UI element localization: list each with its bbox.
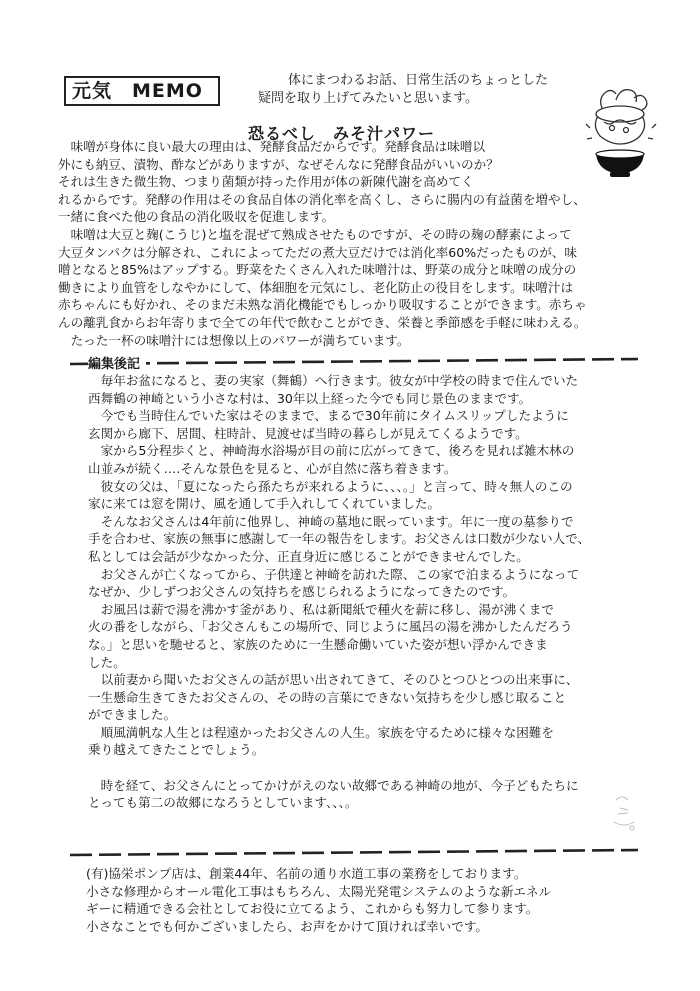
- text-line: 山並みが続く‥‥そんな景色を見ると、心が自然に落ち着きます。: [88, 460, 457, 476]
- text-line: れるからです。発酵の作用はその食品自体の消化率を高くし、さらに腸内の有益菌を増やし、: [58, 191, 586, 207]
- text-line: 手を合わせ、家族の無事に感謝して一年の報告をします。お父さんは口数が少ない人で、: [88, 531, 591, 547]
- text-line: ができました。: [88, 707, 177, 723]
- text-line: 一生懸命生きてきたお父さんの、その時の言葉にできない気持ちを少し感じ取ること: [88, 689, 567, 705]
- text-line: そんなお父さんは4年前に他界し、神崎の墓地に眠っています。年に一度の墓参りで: [88, 513, 574, 529]
- blank-line: [88, 759, 590, 777]
- footer-line: (有)協栄ポンプ店は、創業44年、名前の通り水道工事の業務をしております。: [86, 866, 527, 881]
- text-line: なぜか、少しずつお父さんの気持ちを感じられるようになってきたのです。: [88, 584, 516, 600]
- intro-line: 体にまつわるお話、日常生活のちょっとした: [288, 73, 549, 88]
- text-line: んの離乳食からお年寄りまで全ての年代で飲むことができ、栄養と季節感を手軽に味わえる。: [58, 314, 587, 330]
- text-line: お父さんが亡くなってから、子供達と神崎を訪れた際、この家で泊まるようになって: [88, 566, 580, 582]
- text-line: お風呂は薪で湯を沸かす釜があり、私は新聞紙で種火を薪に移し、湯が沸くまで: [88, 601, 554, 617]
- memo-label-box: [64, 76, 220, 106]
- text-line: 玄関から廊下、居間、柱時計、見渡せば当時の暮らしが見えてくるようです。: [88, 425, 528, 441]
- miso-soup-bowl-illustration: [582, 78, 658, 182]
- footer-line: 小さなことでも何かございましたら、お声をかけて頂ければ幸いです。: [86, 918, 488, 934]
- memo-label: 元気 MEMO: [72, 80, 203, 102]
- text-line: 時を経て、お父さんにとってかけがえのない故郷である神崎の地が、今子どもたちに: [88, 777, 579, 793]
- text-line: 一緒に食べた他の食品の消化吸収を促進します。: [58, 209, 335, 225]
- text-line: 家に来ては窓を開け、風を通して手入れしてくれていました。: [88, 496, 441, 512]
- text-line: それは生きた微生物、つまり菌類が持った作用が体の新陳代謝を高めてく: [58, 174, 474, 190]
- text-line: 赤ちゃんにも好かれ、そのまだ未熟な消化機能でもしっかり吸収することができます。赤ちゃ: [58, 297, 587, 313]
- text-line: 私としては会話が少なかった分、正直身近に感じることができませんでした。: [88, 548, 529, 564]
- text-line: 乗り越えてきたことでしょう。: [88, 742, 265, 758]
- miso-article-body: [58, 138, 587, 349]
- text-line: 働きにより血管をしなやかにして、体細胞を元気にし、老化防止の役目をします。味噌汁は: [58, 279, 574, 295]
- text-line: 順風満帆な人生とは程遠かったお父さんの人生。家族を守るために様々な困難を: [88, 724, 554, 740]
- text-line: 西舞鶴の神崎という小さな村は、30年以上経った今でも同じ景色のままです。: [88, 390, 532, 406]
- text-line: 今でも当時住んでいた家はそのままで、まるで30年前にタイムスリップしたように: [88, 408, 569, 424]
- text-line: 火の番をしながら、「お父さんもこの場所で、同じように風呂の湯を沸かしたんだろう: [88, 619, 573, 635]
- editor-section-title: 編集後記: [88, 353, 146, 372]
- text-line: 味噌が身体に良い最大の理由は、発酵食品だからです。発酵食品は味噌以: [58, 139, 486, 154]
- text-line: 家から5分程歩くと、神崎海水浴場が目の前に広がってきて、後ろを見れば雑木林の: [88, 443, 575, 459]
- text-line: 以前妻から聞いたお父さんの話が思い出されてきて、そのひとつひとつの出来事に、: [88, 672, 579, 688]
- text-line: した。: [88, 654, 126, 670]
- text-line: 噌となると85%はアップする。野菜をたくさん入れた味噌汁は、野菜の成分と味噌の成分の: [58, 262, 577, 278]
- text-line: とっても第二の故郷になろうとしています、、、。: [88, 795, 358, 811]
- memo-intro: [258, 72, 578, 108]
- text-line: 彼女の父は、「夏になったら孫たちが来れるように、、、。」と言って、時々無人のこの: [88, 478, 573, 494]
- text-line: たった一杯の味噌汁には想像以上のパワーが満ちています。: [58, 332, 410, 348]
- dashed-divider-bottom: [70, 846, 638, 858]
- company-footer: [86, 865, 551, 935]
- text-line: 毎年お盆になると、妻の実家（舞鶴）へ行きます。彼女が中学校の時まで住んでいた: [88, 373, 579, 388]
- text-line: な。」と思いを馳せると、家族のために一生懸命働いていた姿が想い浮かんできま: [88, 636, 548, 652]
- text-line: 味噌は大豆と麹(こうじ)と塩を混ぜて熟成させたものですが、その時の麹の酵素によって: [58, 226, 572, 242]
- intro-line: 疑問を取り上げてみたいと思います。: [258, 91, 478, 106]
- small-sketch-decoration: [606, 790, 646, 836]
- footer-line: 小さな修理からオール電化工事はもちろん、太陽光発電システムのような新エネル: [86, 883, 552, 899]
- editor-notes-body: [88, 372, 590, 812]
- footer-line: ギーに精通できる会社としてお役に立てるよう、これからも努力して参ります。: [86, 901, 539, 917]
- text-line: 大豆タンパクは分解され、これによってただの煮大豆だけでは消化率60%だったものが、味: [58, 244, 578, 260]
- text-line: 外にも納豆、漬物、酢などがありますが、なぜそんなに発酵食品がいいのか？: [58, 156, 499, 172]
- article-title: 恐るべし みそ汁パワー: [248, 124, 436, 143]
